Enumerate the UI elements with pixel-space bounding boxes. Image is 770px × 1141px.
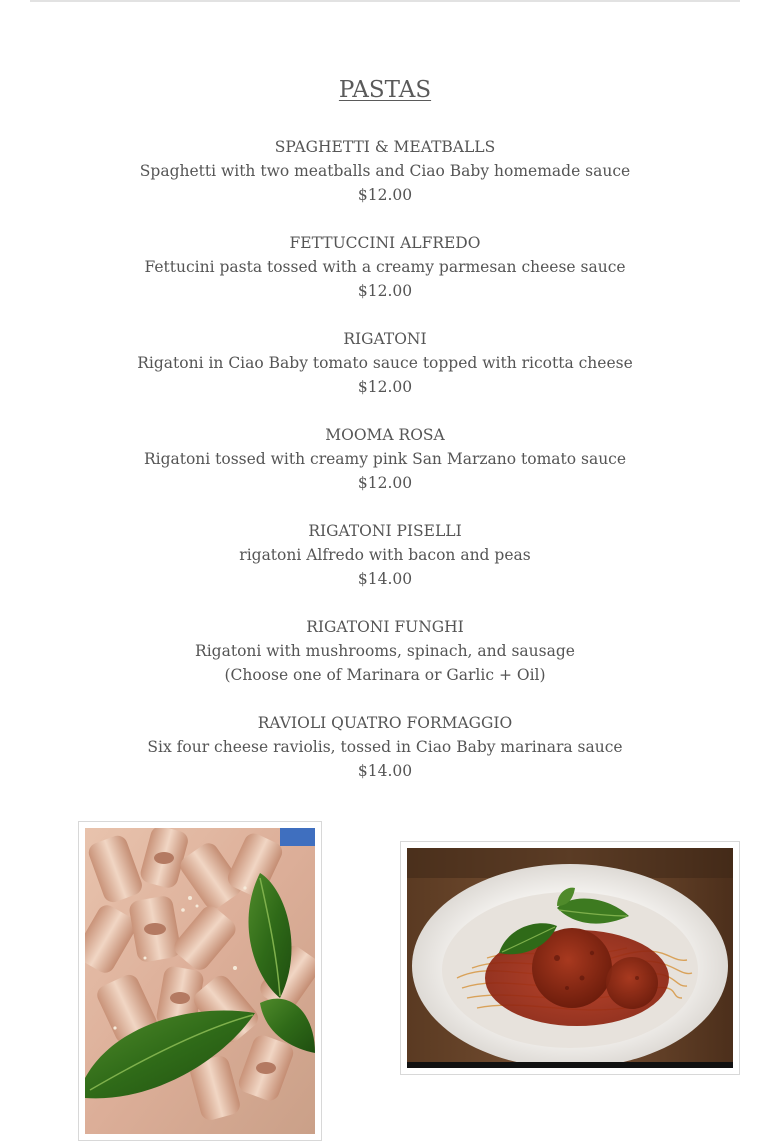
menu-item	[0, 711, 770, 783]
menu-item-price: $14.00	[357, 570, 413, 588]
photo-rigatoni-rosa[interactable]	[78, 821, 322, 1141]
menu-item-note: (Choose one of Marinara or Garlic + Oil)	[224, 666, 546, 684]
menu-item-price: $12.00	[357, 474, 413, 492]
menu-item-price: $12.00	[357, 378, 413, 396]
menu-item	[0, 231, 770, 303]
menu-item-name: RIGATONI FUNGHI	[306, 618, 464, 636]
spaghetti-meatballs-image	[407, 848, 733, 1068]
menu-item	[0, 423, 770, 495]
menu-item	[0, 327, 770, 399]
menu-item-price: $12.00	[357, 186, 413, 204]
menu-item-description: Rigatoni tossed with creamy pink San Marzano tomato sauce	[143, 450, 627, 468]
pasta-menu	[0, 135, 770, 807]
menu-item-description: Spaghetti with two meatballs and Ciao Baby homemade sauce	[139, 162, 631, 180]
menu-item	[0, 519, 770, 591]
photo-spaghetti-meatballs[interactable]	[400, 841, 740, 1075]
menu-item-description: Fettucini pasta tossed with a creamy parmesan cheese sauce	[144, 258, 626, 276]
menu-item-description: Rigatoni with mushrooms, spinach, and sausage	[195, 642, 575, 660]
menu-item-description: rigatoni Alfredo with bacon and peas	[239, 546, 531, 564]
menu-item-price: $12.00	[357, 282, 413, 300]
menu-item-name: SPAGHETTI & MEATBALLS	[274, 138, 496, 156]
menu-item-name: FETTUCCINI ALFREDO	[289, 234, 481, 252]
menu-item-name: RIGATONI	[343, 330, 427, 348]
menu-item-description: Six four cheese raviolis, tossed in Ciao Baby marinara sauce	[147, 738, 623, 756]
menu-item-price: $14.00	[357, 762, 413, 780]
menu-item-description: Rigatoni in Ciao Baby tomato sauce topped with ricotta cheese	[137, 354, 633, 372]
top-divider	[30, 0, 740, 2]
section-title: PASTAS	[338, 77, 432, 103]
menu-item-name: RIGATONI PISELLI	[308, 522, 462, 540]
rigatoni-rosa-image	[85, 828, 315, 1134]
menu-item	[0, 615, 770, 687]
menu-item	[0, 135, 770, 207]
menu-item-name: MOOMA ROSA	[325, 426, 445, 444]
menu-item-name: RAVIOLI QUATRO FORMAGGIO	[257, 714, 513, 732]
